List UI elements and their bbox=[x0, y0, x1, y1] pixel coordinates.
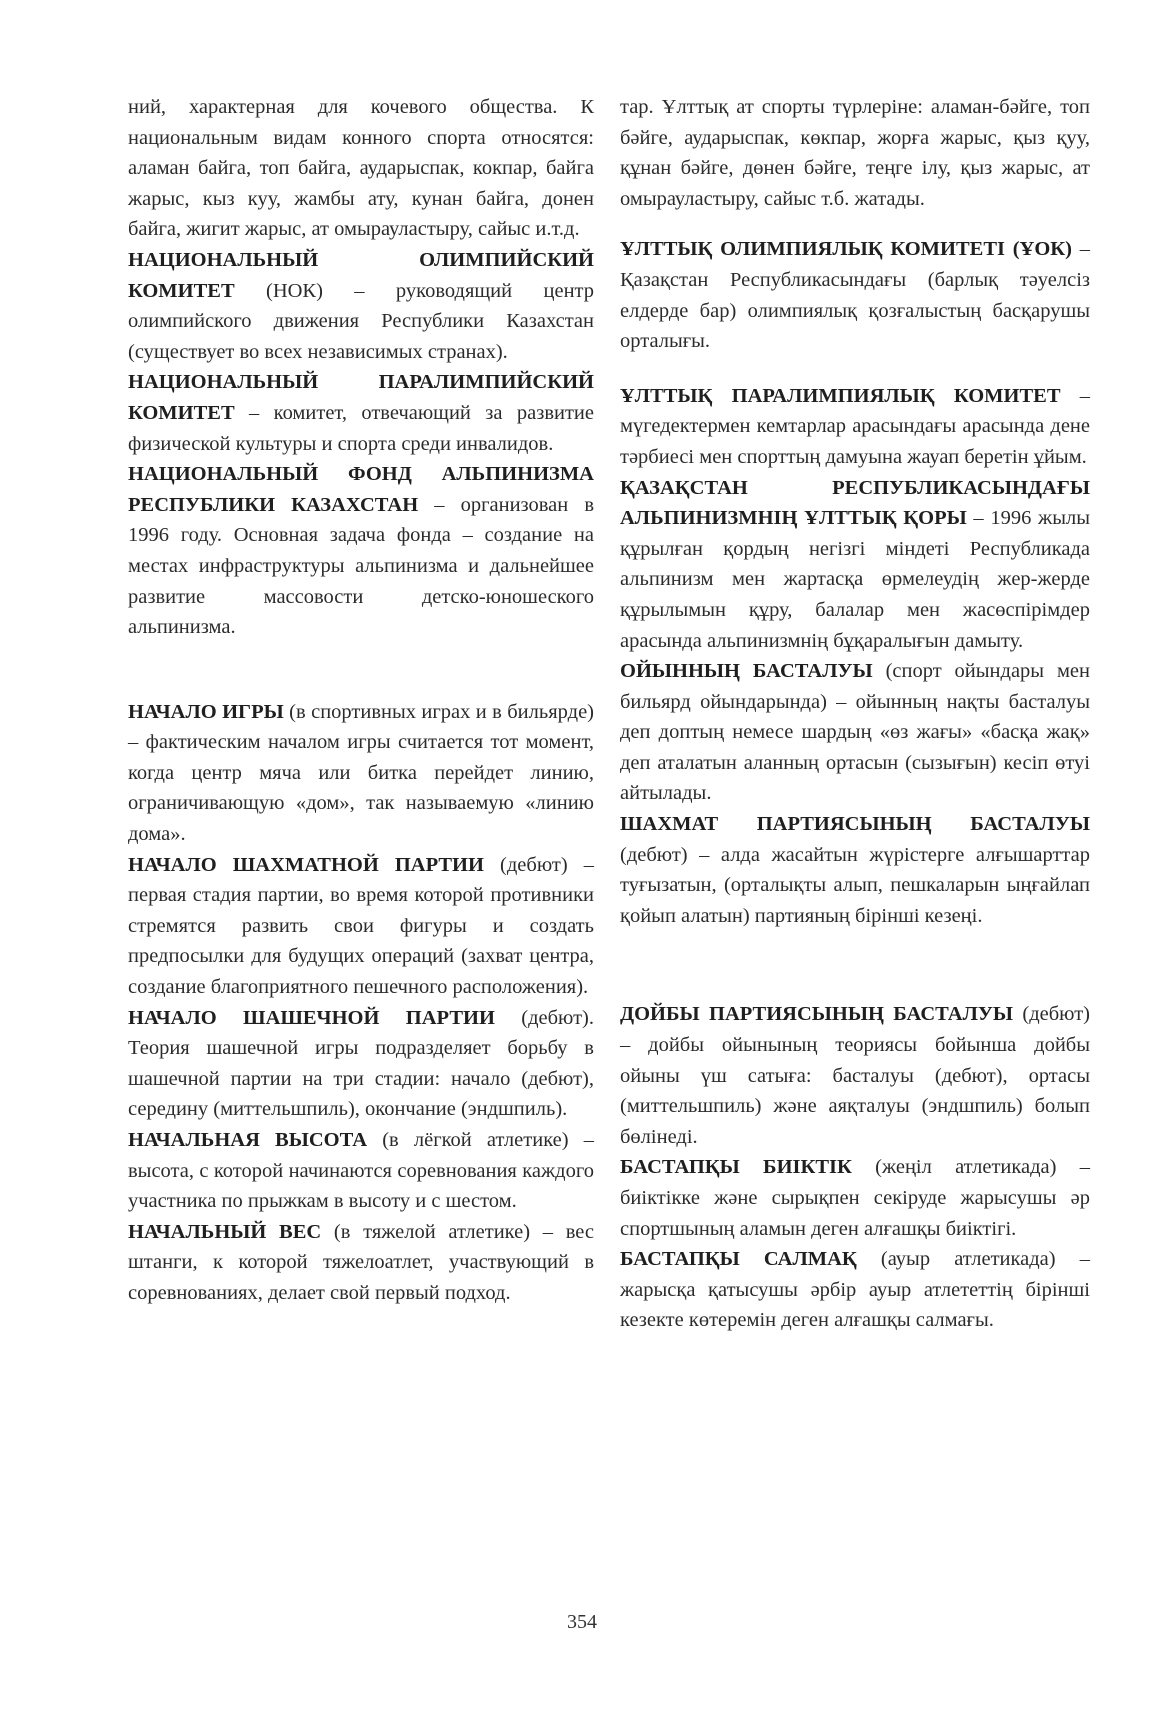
page-number: 354 bbox=[567, 1611, 597, 1633]
entry-continuation bbox=[620, 92, 1090, 214]
entry-term: ДОЙБЫ ПАРТИЯСЫНЫҢ БАСТАЛУЫ bbox=[620, 1003, 1014, 1026]
entry-national-paralympic-committee-kz bbox=[620, 381, 1090, 473]
entry-body: (жеңіл атлетикада) – биіктікке және сырықпен секіруде жарысушы әр спортшының аламын деген алғашқы биіктігі. bbox=[620, 1156, 1090, 1240]
entry-term: НАЧАЛО ШАХМАТНОЙ ПАРТИИ bbox=[128, 853, 484, 876]
entry-term: ШАХМАТ ПАРТИЯСЫНЫҢ БАСТАЛУЫ bbox=[620, 813, 1090, 836]
entry-checkers-opening bbox=[128, 1003, 594, 1125]
entry-national-olympic-committee bbox=[128, 245, 594, 367]
entry-body: (в спортивных играх и в бильярде) – фактическим началом игры считается тот момент, когда центр мяча или битка перейдет линию, ограничивающую «дом», так называемую «линию дома». bbox=[128, 700, 594, 846]
spacer bbox=[620, 357, 1090, 381]
entry-body: (дебют) – алда жасайтын жүрістерге алғышарттар туғызатын, (орталықты алып, пешкаларын ыңғайлап қойып алатын) партияның бірінші кезеңі. bbox=[620, 843, 1090, 927]
entry-body: (дебют). Теория шашечной игры подразделяет борьбу в шашечной партии на три стадии: начало (дебют), середину (миттельшпиль), окончание (эндшпиль). bbox=[128, 1006, 594, 1121]
entry-national-paralympic-committee bbox=[128, 367, 594, 459]
entry-body: – 1996 жылы құрылған қордың негізгі міндеті Республикада альпинизм мен жартасқа өрмелеудің жер-жерде құрылымын құру, балалар мен жасөспірімдер арасында альпинизмнің бұқаралығын дамыту. bbox=[620, 507, 1090, 652]
entry-term: НАЦИОНАЛЬНЫЙ ФОНД АЛЬПИНИЗМА РЕСПУБЛИКИ КАЗАХСТАН bbox=[128, 463, 594, 516]
entry-term: ОЙЫННЫҢ БАСТАЛУЫ bbox=[620, 660, 873, 683]
entry-body: (спорт ойындары мен бильярд ойындарында) – ойынның нақты басталуы деп доптың немесе шардың «өз жағы» «басқа жақ» деп аталатын аланның ортасын (сызығын) кесіп өтуі айтылады. bbox=[620, 660, 1090, 805]
entry-term: НАЧАЛО ШАШЕЧНОЙ ПАРТИИ bbox=[128, 1006, 495, 1029]
entry-term: ҚАЗАҚСТАН РЕСПУБЛИКАСЫНДАҒЫ АЛЬПИНИЗМНІҢ ҰЛТТЫҚ ҚОРЫ bbox=[620, 476, 1090, 530]
entry-starting-weight bbox=[128, 1217, 594, 1309]
entry-starting-height bbox=[128, 1125, 594, 1217]
entry-body: (в лёгкой атлетике) – высота, с которой начинаются соревнования каждого участника по прыжкам в высоту и с шестом. bbox=[128, 1129, 594, 1213]
entry-body: – организован в 1996 году. Основная задача фонда – создание на местах инфраструктуры альпинизма и дальнейшее развитие массовости детско-юношеского альпинизма. bbox=[128, 493, 595, 639]
entry-body: (НОК) – руководящий центр олимпийского движения Республики Казахстан (существует во всех независимых странах). bbox=[128, 279, 594, 363]
right-column bbox=[620, 92, 1090, 1336]
entry-body: тар. Ұлттық ат спорты түрлеріне: аламан-бәйге, топ бәйге, аударыспак, көкпар, жорға жарыс, қыз қуу, құнан бәйге, дөнен бәйге, теңге ілу, қыз жарыс, ат омырауластыру, сайыс т.б. жатады. bbox=[620, 96, 1090, 210]
entry-term: БАСТАПҚЫ БИІКТІК bbox=[620, 1156, 852, 1179]
entry-term: БАСТАПҚЫ САЛМАҚ bbox=[620, 1248, 857, 1271]
entry-term: ҰЛТТЫҚ ОЛИМПИЯЛЫҚ КОМИТЕТІ (ҰОК) bbox=[620, 238, 1072, 261]
entry-checkers-opening-kz bbox=[620, 999, 1090, 1152]
entry-continuation bbox=[128, 92, 594, 245]
entry-national-olympic-committee-kz bbox=[620, 234, 1090, 356]
entry-body: – мүгедектермен кемтарлар арасындағы арасында дене тәрбиесі мен спорттың дамуына жауап беретін ұйым. bbox=[620, 384, 1091, 468]
entry-term: НАЦИОНАЛЬНЫЙ ОЛИМПИЙСКИЙ КОМИТЕТ bbox=[128, 248, 594, 302]
entry-chess-opening-kz bbox=[620, 809, 1090, 931]
entry-body: (дебют) – первая стадия партии, во время которой противники стремятся развить свои фигуры и создать предпосылки для будущих операций (захват центра, создание благоприятного пешечного расположения). bbox=[128, 853, 594, 999]
entry-national-alpinism-fund bbox=[128, 459, 594, 643]
entry-body: – Қазақстан Республикасындағы (барлық тәуелсіз елдерде бар) олимпиялық қозғалыстың басқарушы орталығы. bbox=[620, 238, 1090, 353]
entry-body: (дебют) – дойбы ойынының теориясы бойынша дойбы ойыны үш сатыға: басталуы (дебют), ортасы (миттельшпиль) және аяқталуы (эндшпиль) болып бөлінеді. bbox=[620, 1003, 1091, 1148]
entry-starting-height-kz bbox=[620, 1152, 1090, 1244]
spacer bbox=[620, 931, 1090, 999]
entry-term: НАЧАЛЬНЫЙ ВЕС bbox=[128, 1220, 322, 1243]
entry-term: НАЧАЛО ИГРЫ bbox=[128, 700, 284, 723]
entry-chess-opening bbox=[128, 850, 594, 1003]
left-column bbox=[128, 92, 594, 1309]
entry-national-alpinism-fund-kz bbox=[620, 473, 1090, 657]
entry-body: (в тяжелой атлетике) – вес штанги, к которой тяжелоатлет, участвующий в соревнованиях, делает свой первый подход. bbox=[128, 1220, 594, 1304]
entry-body: – комитет, отвечающий за развитие физической культуры и спорта среди инвалидов. bbox=[128, 401, 594, 455]
entry-term: ҰЛТТЫҚ ПАРАЛИМПИЯЛЫҚ КОМИТЕТ bbox=[620, 384, 1061, 407]
entry-game-start bbox=[128, 697, 594, 850]
entry-term: НАЧАЛЬНАЯ ВЫСОТА bbox=[128, 1129, 368, 1151]
entry-body: (ауыр атлетикада) – жарысқа қатысушы әрбір ауыр атлететтің бірінші кезекте көтеремін деген алғашқы салмағы. bbox=[620, 1248, 1090, 1332]
spacer bbox=[128, 643, 594, 697]
entry-body: ний, характерная для кочевого общества. К национальным видам конного спорта относятся: аламан байга, топ байга, аударыспак, кокпар, байга жарыс, кыз куу, жамбы ату, кунан байга, донен байга, жигит жарыс, ат омырауластыру, сайыс и.т.д. bbox=[128, 96, 594, 241]
entry-game-start-kz bbox=[620, 656, 1090, 809]
spacer bbox=[620, 214, 1090, 234]
entry-starting-weight-kz bbox=[620, 1244, 1090, 1336]
entry-term: НАЦИОНАЛЬНЫЙ ПАРАЛИМПИЙСКИЙ КОМИТЕТ bbox=[128, 371, 594, 424]
